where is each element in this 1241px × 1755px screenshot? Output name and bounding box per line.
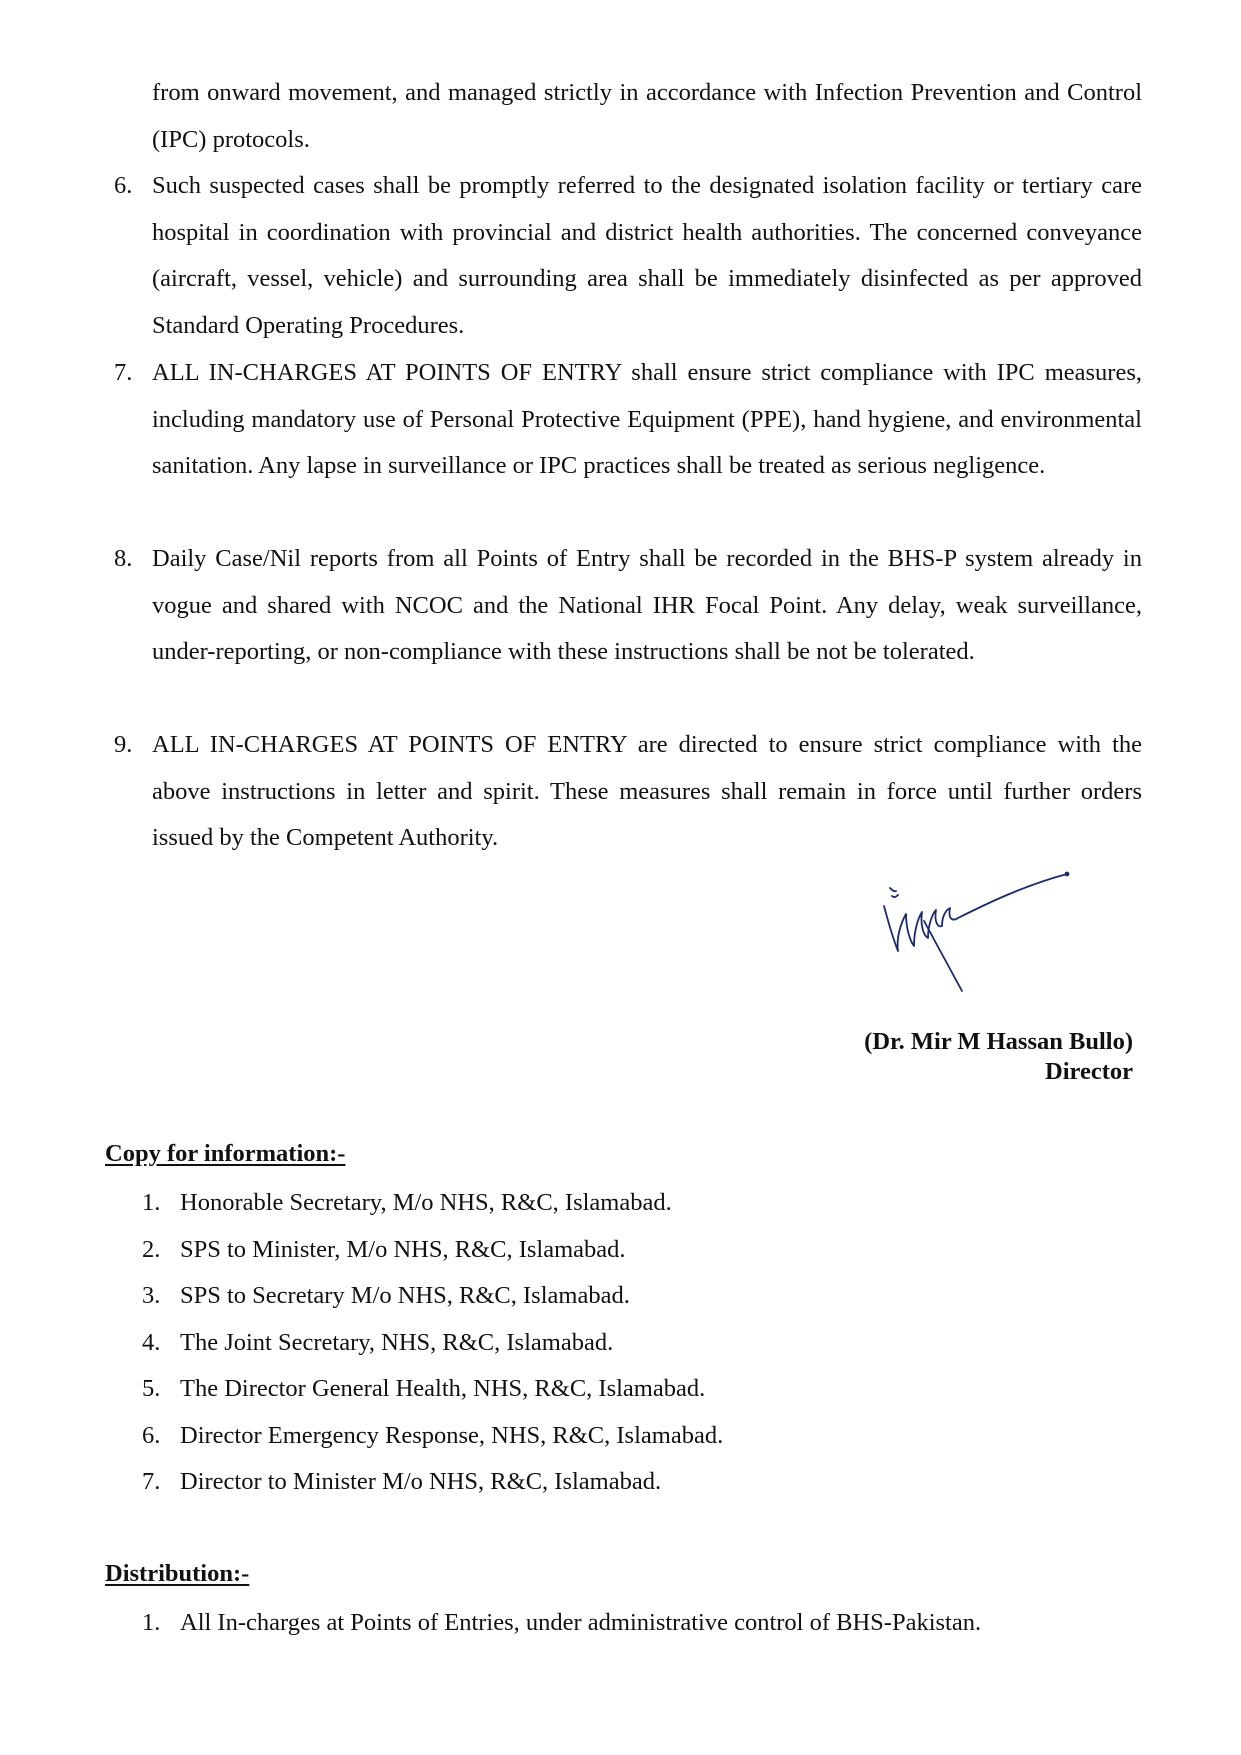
signatory-title: Director [1045,1058,1133,1085]
paragraph-8 [114,536,1142,676]
paragraph-number: 6. [114,172,133,199]
signature-stroke [890,888,898,897]
signature-stroke [884,874,1067,951]
paragraph-number: 9. [114,731,133,758]
list-item [138,1459,723,1506]
list-item [138,1413,723,1460]
list-item [138,1227,723,1274]
signatory-name: (Dr. Mir M Hassan Bullo) [864,1028,1133,1055]
list-item-text: The Director General Health, NHS, R&C, Islamabad. [180,1375,706,1402]
list-item [138,1600,981,1647]
copy-for-information-list [138,1180,723,1506]
list-item-text: Director to Minister M/o NHS, R&C, Islamabad. [180,1468,662,1495]
distribution-list [138,1600,981,1647]
paragraph-text: Such suspected cases shall be promptly referred to the designated isolation facility or tertiary care hospital in coordination with provincial and district health authorities. The concerned conveyance (aircraft, vessel, vehicle) and surrounding area shall be immediately disinfected as per approved Standard Operating Procedures. [152,172,1142,339]
list-item-number: 1. [142,1609,161,1636]
list-item-text: SPS to Minister, M/o NHS, R&C, Islamabad. [180,1235,626,1263]
paragraph-number: 8. [114,545,133,572]
paragraph-number: 7. [114,359,133,386]
list-item-number: 5. [142,1375,161,1402]
list-item-text: SPS to Secretary M/o NHS, R&C, Islamabad. [180,1282,630,1309]
list-item-number: 1. [142,1189,161,1216]
paragraph-text: Daily Case/Nil reports from all Points of Entry shall be recorded in the BHS-P system already in vogue and shared with NCOC and the National IHR Focal Point. Any delay, weak surveillance, under-reporting, or non-compliance with these instructions shall be not be tolerated. [152,545,1142,665]
list-item-number: 6. [142,1421,161,1449]
list-item [138,1273,723,1320]
list-item-text: Director Emergency Response, NHS, R&C, Islamabad. [180,1421,724,1449]
paragraph-6 [114,163,1142,349]
paragraph-9 [114,722,1142,862]
list-item-number: 3. [142,1282,161,1309]
paragraph-text: ALL IN-CHARGES AT POINTS OF ENTRY are directed to ensure strict compliance with the above instructions in letter and spirit. These measures shall remain in force until further orders issued by the Competent Authority. [152,731,1142,851]
list-item-text: All In-charges at Points of Entries, under administrative control of BHS-Pakistan. [180,1609,982,1636]
list-item-number: 2. [142,1235,161,1263]
list-item [138,1320,723,1367]
list-item-number: 7. [142,1468,161,1495]
continuation-paragraph: from onward movement, and managed strictly in accordance with Infection Prevention and Control (IPC) protocols. [152,79,1142,153]
distribution-heading: Distribution:- [105,1560,250,1587]
signature-dot [1066,873,1069,876]
paragraph-7 [114,350,1142,490]
signature-image [862,866,1077,996]
list-item [138,1180,723,1227]
list-item-text: The Joint Secretary, NHS, R&C, Islamabad. [180,1328,614,1356]
signatory-block [864,1027,1133,1087]
list-item-text: Honorable Secretary, M/o NHS, R&C, Islamabad. [180,1189,672,1216]
list-item-number: 4. [142,1328,161,1356]
list-item [138,1366,723,1413]
signature-stroke [924,921,962,991]
paragraph-text: ALL IN-CHARGES AT POINTS OF ENTRY shall ensure strict compliance with IPC measures, including mandatory use of Personal Protective Equipment (PPE), hand hygiene, and environmental sanitation. Any lapse in surveillance or IPC practices shall be treated as serious negligence. [152,359,1142,479]
copy-for-information-heading: Copy for information:- [105,1140,346,1167]
